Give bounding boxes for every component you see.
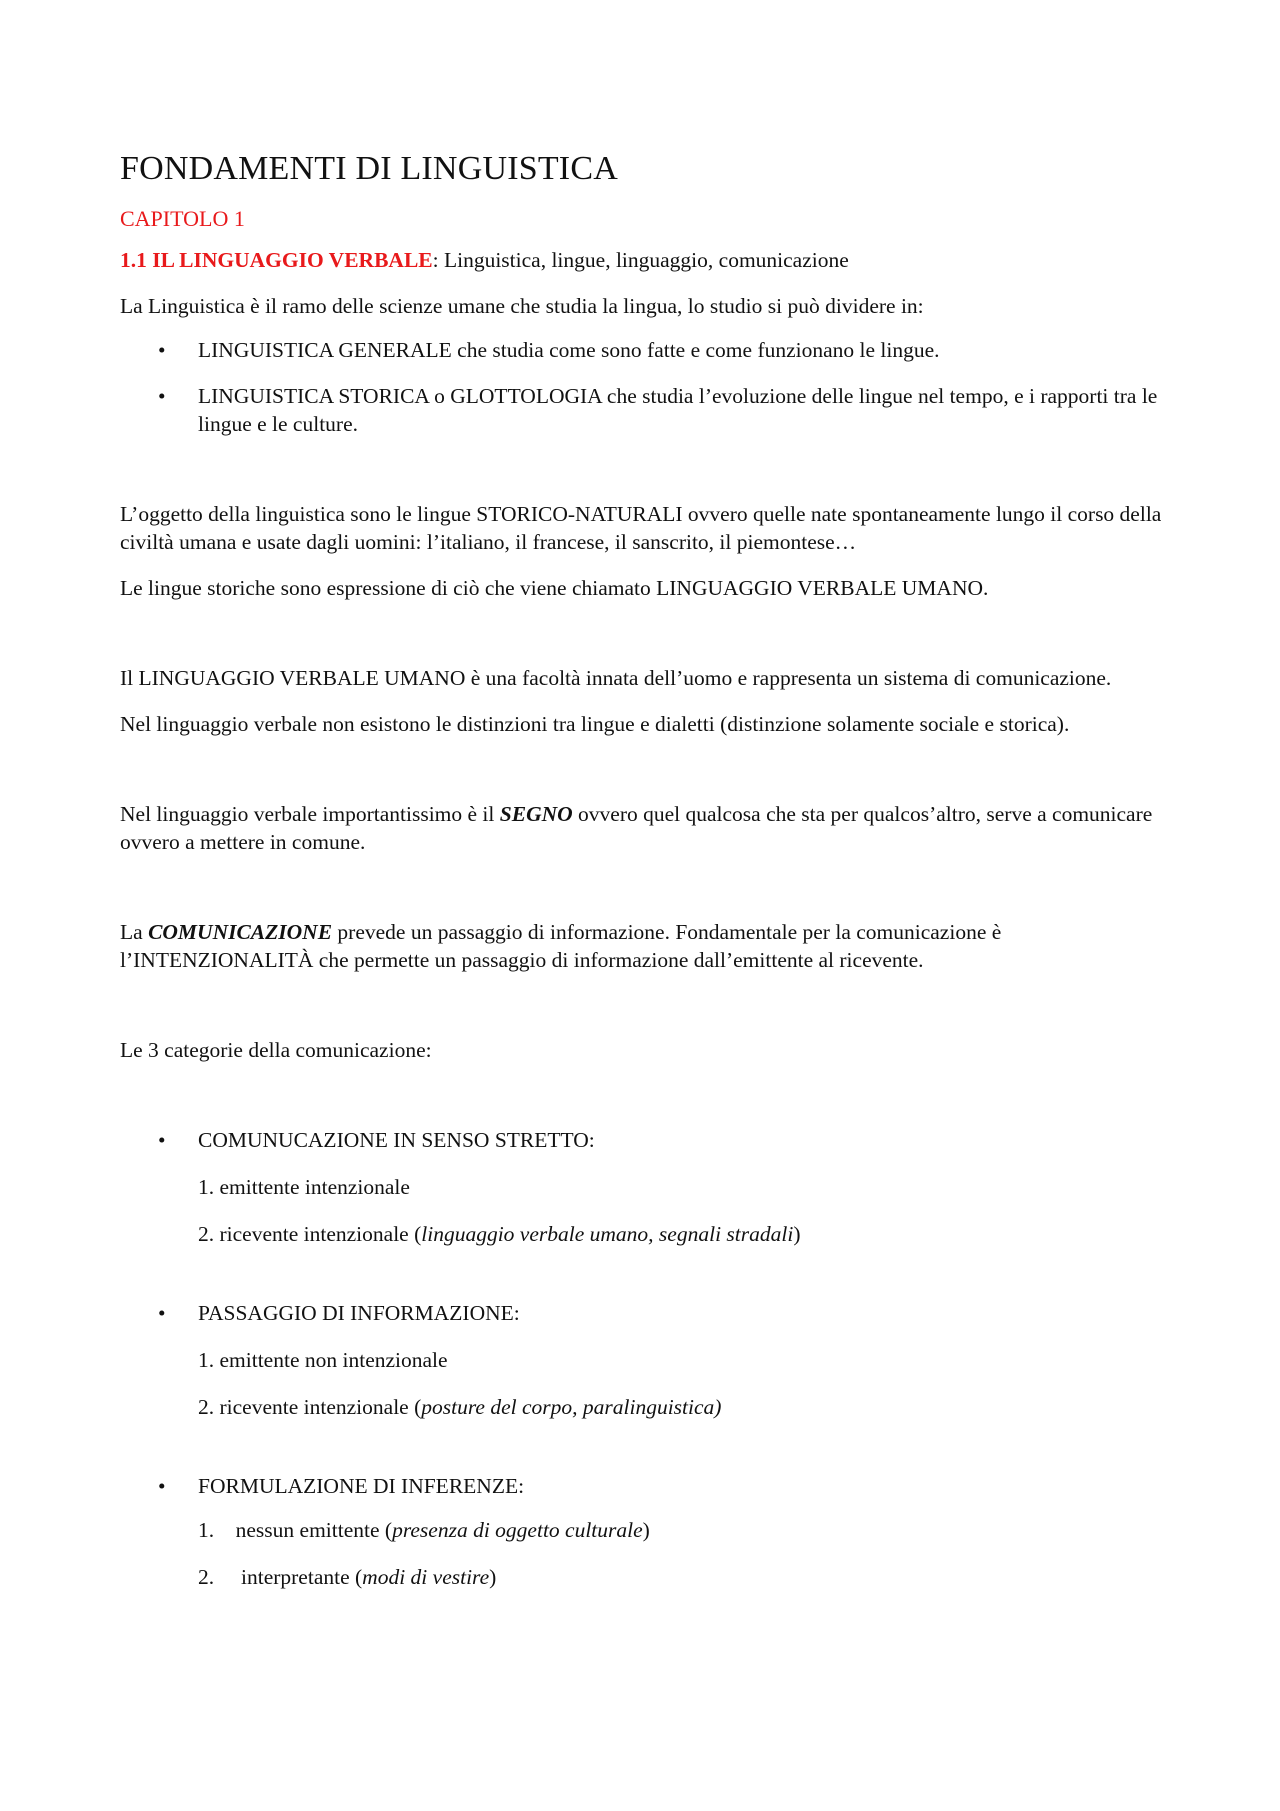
sub-item [120,1173,1165,1201]
spacer [120,456,1165,500]
sub-item-example: presenza di oggetto culturale [392,1518,643,1542]
spacer [120,874,1165,918]
branches-list [120,336,1165,438]
sub-item [120,1516,1165,1544]
bullet-icon: • [158,384,166,408]
category-label: PASSAGGIO DI INFORMAZIONE: [198,1301,520,1325]
category-item [120,1126,1165,1154]
segno-term: SEGNO [499,802,573,826]
spacer [120,756,1165,800]
bullet-icon: • [158,1301,166,1325]
paragraph-segno-text: ovvero quel qualcosa che sta per qualcos’altro, serve a comunicare ovvero a mettere in comune. [120,802,1153,854]
sub-item-text: 2. ricevente intenzionale ( [198,1395,422,1419]
sub-item-example: posture del corpo, paralinguistica) [421,1395,722,1419]
intro-paragraph: La Linguistica è il ramo delle scienze umane che studia la lingua, lo studio si può dividere in: [120,294,924,318]
section-heading [120,246,1165,274]
sub-item-text: 2. ricevente intenzionale ( [198,1222,422,1246]
sub-item [120,1393,1165,1421]
spacer [120,1267,1165,1299]
category-list [120,1472,1165,1500]
document-title: FONDAMENTI DI LINGUISTICA [120,150,618,187]
spacer [120,1440,1165,1472]
bullet-icon: • [158,1128,166,1152]
list-item [120,336,1165,364]
sub-item-close: ) [642,1518,650,1542]
sub-item-text: 1. nessun emittente ( [198,1518,393,1542]
paragraph-oggetto: L’oggetto della linguistica sono le lingue STORICO-NATURALI ovvero quelle nate spontaneamente lungo il corso della civiltà umana e usate dagli uomini: l’italiano, il francese, il sanscrito, il piemontese… [120,502,1162,554]
bullet-icon: • [158,338,166,362]
category-item [120,1472,1165,1500]
paragraph-dialetti: Nel linguaggio verbale non esistono le distinzioni tra lingue e dialetti (distinzione solamente sociale e storica). [120,712,1070,736]
sub-item [120,1563,1165,1591]
sub-item [120,1346,1165,1374]
list-item-text: LINGUISTICA STORICA o GLOTTOLOGIA che studia l’evoluzione delle lingue nel tempo, e i rapporti tra le lingue e le culture. [198,384,1158,436]
list-item-text: LINGUISTICA GENERALE che studia come sono fatte e come funzionano le lingue. [198,338,940,362]
chapter-heading: CAPITOLO 1 [120,206,245,231]
category-label: COMUNUCAZIONE IN SENSO STRETTO: [198,1128,595,1152]
section-heading-number: 1.1 IL LINGUAGGIO VERBALE [120,248,433,272]
paragraph-comunicazione-text: prevede un passaggio di informazione. Fondamentale per la comunicazione è l’INTENZIONALITÀ che permette un passaggio di informazione dall’emittente al ricevente. [120,920,1002,972]
paragraph-comunicazione-text: La [120,920,149,944]
bullet-icon: • [158,1474,166,1498]
sub-item-close: ) [489,1565,497,1589]
sub-item-text: 1. emittente non intenzionale [198,1348,448,1372]
spacer [120,1082,1165,1126]
spacer [120,992,1165,1036]
list-item [120,382,1165,438]
category-list [120,1126,1165,1154]
sub-item-text: 1. emittente intenzionale [198,1175,410,1199]
paragraph-comunicazione [120,918,1165,974]
paragraph-segno [120,800,1165,856]
paragraph-facolta: Il LINGUAGGIO VERBALE UMANO è una facoltà innata dell’uomo e rappresenta un sistema di comunicazione. [120,666,1112,690]
category-label: FORMULAZIONE DI INFERENZE: [198,1474,525,1498]
paragraph-storiche: Le lingue storiche sono espressione di ciò che viene chiamato LINGUAGGIO VERBALE UMANO. [120,576,989,600]
category-item [120,1299,1165,1327]
category-list [120,1299,1165,1327]
comunicazione-term: COMUNICAZIONE [148,920,333,944]
paragraph-categorie: Le 3 categorie della comunicazione: [120,1038,432,1062]
sub-item-text: 2. interpretante ( [198,1565,363,1589]
paragraph-segno-text: Nel linguaggio verbale importantissimo è il [120,802,500,826]
sub-item-close: ) [793,1222,801,1246]
sub-item [120,1220,1165,1248]
spacer [120,620,1165,664]
sub-item-example: linguaggio verbale umano, segnali stradali [421,1222,794,1246]
document-page [120,150,1165,1610]
sub-item-example: modi di vestire [362,1565,490,1589]
section-heading-subtitle: : Linguistica, lingue, linguaggio, comunicazione [432,248,849,272]
